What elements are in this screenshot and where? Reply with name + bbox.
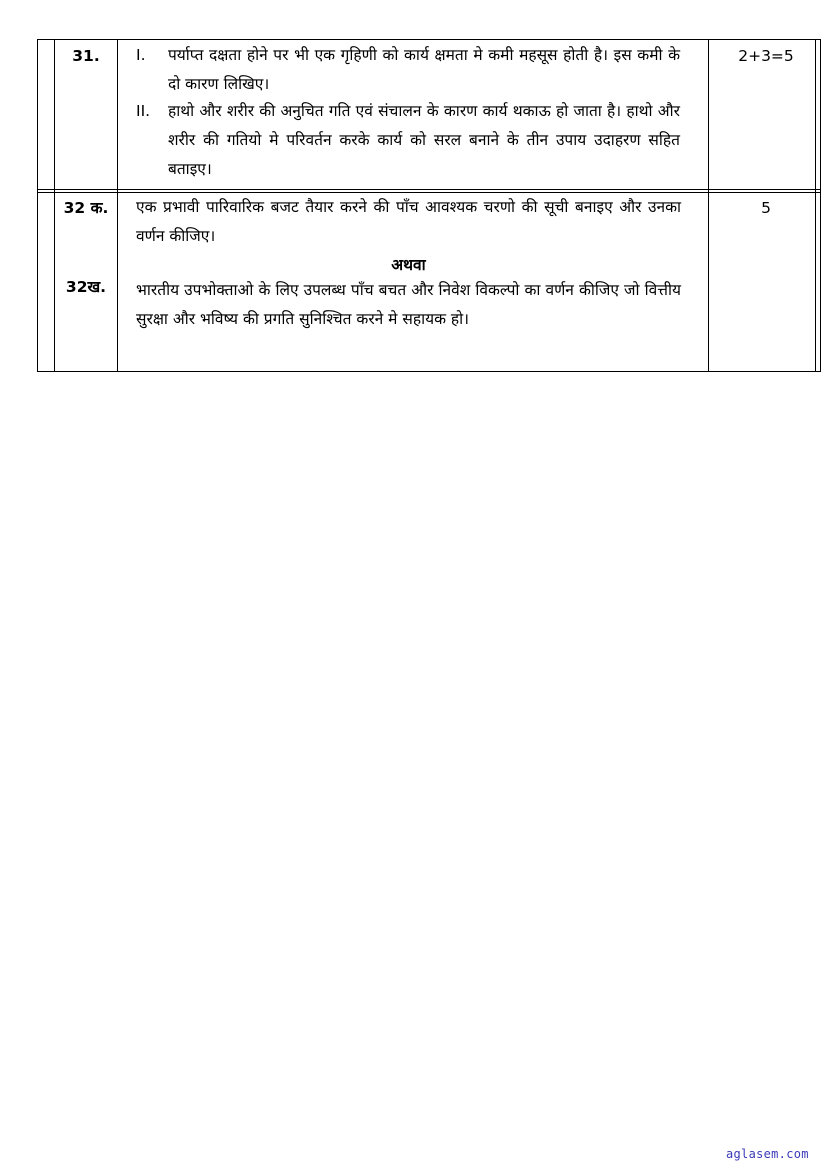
question-marks: 2+3=5: [738, 47, 794, 65]
part-label: II.: [136, 102, 151, 120]
question-table: [37, 39, 821, 372]
question-number-alt: 32ख.: [65, 278, 107, 296]
question-part-i: [136, 41, 681, 99]
question-marks: 5: [761, 199, 771, 217]
watermark-link[interactable]: aglasem.com: [726, 1147, 809, 1161]
question-text-b: भारतीय उपभोक्ताओ के लिए उपलब्ध पाँच बचत और निवेश विकल्पो का वर्णन कीजिए जो वित्तीय सुरक्षा और भविष्य की प्रगति सुनिश्चित करने मे सहायक हो।: [136, 281, 681, 328]
row-divider: [37, 189, 821, 190]
question-number: 31.: [72, 47, 100, 65]
part-text: हाथो और शरीर की अनुचित गति एवं संचालन के कारण कार्य थकाऊ हो जाता है। हाथो और शरीर की गतियो मे परिवर्तन करके कार्य को सरल बनाने के तीन उपाय उदाहरण सहित बताइए।: [168, 102, 680, 178]
or-label: अथवा: [391, 256, 426, 274]
table-border-bottom: [37, 371, 821, 372]
question-text-a: एक प्रभावी पारिवारिक बजट तैयार करने की पाँच आवश्यक चरणो की सूची बनाइए और उनका वर्णन कीजिए।: [136, 198, 681, 245]
column-divider: [117, 39, 118, 372]
question-number: 32 क.: [63, 199, 109, 217]
part-text: पर्याप्त दक्षता होने पर भी एक गृहिणी को कार्य क्षमता मे कमी महसूस होती है। इस कमी के दो कारण लिखिए।: [168, 46, 680, 93]
question-part-ii: [136, 97, 681, 184]
table-border-top: [37, 39, 821, 40]
part-label: I.: [136, 46, 146, 64]
table-border-left: [37, 39, 38, 372]
